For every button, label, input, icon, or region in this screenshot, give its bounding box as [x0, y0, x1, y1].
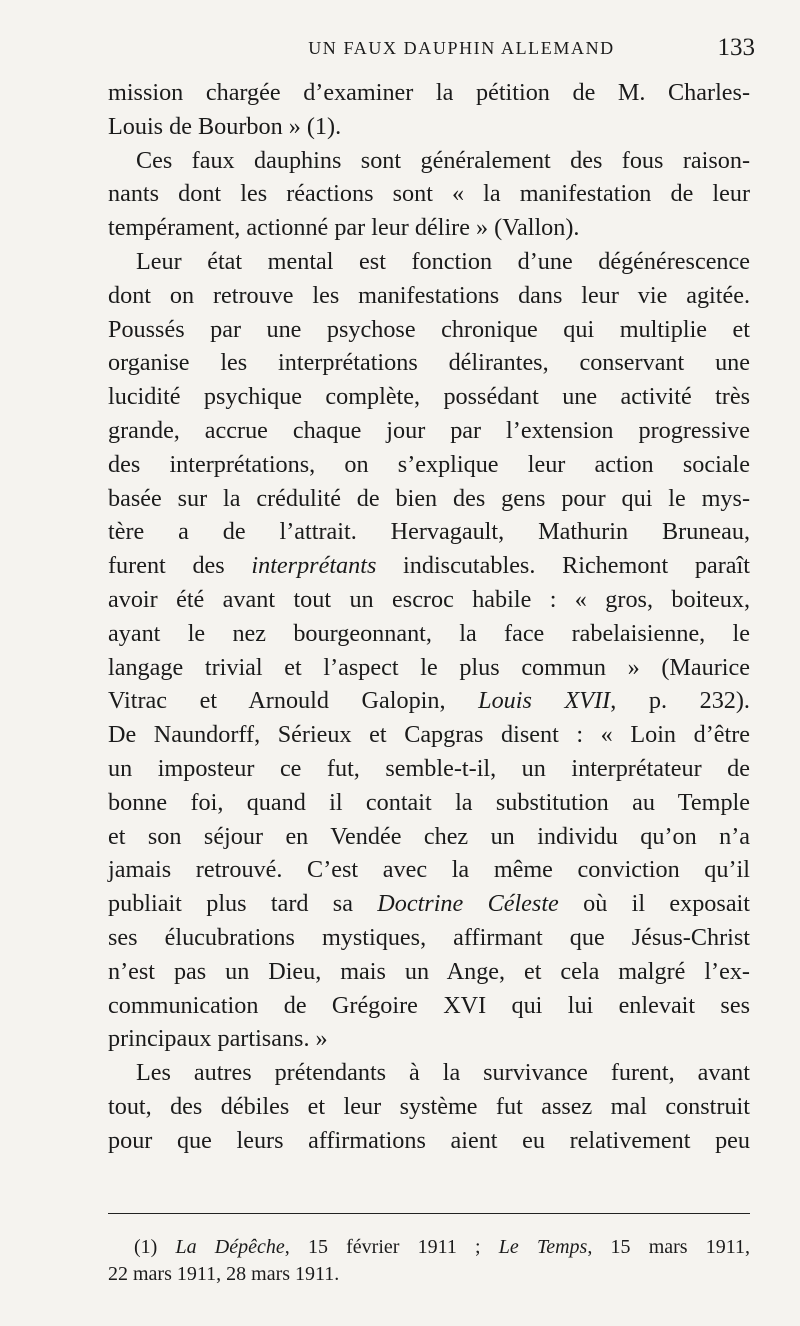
text-line: principaux partisans. »	[108, 1025, 328, 1053]
text-line: lucidité psychique complète, possédant une activité très	[108, 383, 750, 411]
text-line: avoir été avant tout un escroc habile : « gros, boiteux,	[108, 585, 750, 613]
footnote	[108, 1234, 750, 1288]
text-span: publiait plus tard sa	[108, 890, 378, 918]
text-line: n’est pas un Dieu, mais un Ange, et cela malgré l’ex-	[108, 957, 750, 985]
italic-title: Doctrine Céleste	[377, 890, 559, 918]
text-line: des interprétations, on s’explique leur action sociale	[108, 450, 750, 478]
italic-title: Louis XVII	[478, 687, 611, 715]
text-line: un imposteur ce fut, semble-t-il, un interprétateur de	[108, 754, 750, 782]
text-line: langage trivial et l’aspect le plus commun » (Maurice	[108, 653, 750, 681]
page-number: 133	[717, 34, 755, 61]
footnote-line	[108, 1234, 750, 1261]
running-title: UN FAUX DAUPHIN ALLEMAND	[308, 38, 615, 58]
text-line: bonne foi, quand il contait la substitution au Temple	[108, 788, 750, 816]
text-line: tère a de l’attrait. Hervagault, Mathurin Bruneau,	[108, 518, 750, 546]
text-line: mission chargée d’examiner la pétition de M. Charles-	[108, 79, 750, 106]
text-line: organise les interprétations délirantes, conservant une	[108, 349, 750, 377]
text-line: ses élucubrations mystiques, affirmant que Jésus-Christ	[108, 923, 750, 951]
text-line	[108, 549, 750, 583]
text-span: furent des	[108, 552, 252, 580]
text-line: grande, accrue chaque jour par l’extension progressive	[108, 416, 750, 444]
italic-title: La Dépêche	[175, 1236, 285, 1258]
text-line: nants dont les réactions sont « la manifestation de leur	[108, 180, 750, 208]
italic-title: Le Temps	[498, 1236, 588, 1258]
text-line: De Naundorff, Sérieux et Capgras disent : « Loin d’être	[108, 721, 750, 749]
text-span: , p. 232).	[610, 687, 750, 715]
body-text	[108, 76, 750, 1158]
text-line: pour que leurs affirmations aient eu relativement peu	[108, 1126, 750, 1154]
text-line: ayant le nez bourgeonnant, la face rabelaisienne, le	[108, 619, 750, 647]
text-span: indiscutables. Richemont paraît	[376, 552, 750, 580]
text-line: tout, des débiles et leur système fut assez mal construit	[108, 1092, 750, 1120]
text-line: tempérament, actionné par leur délire » (Vallon).	[108, 214, 580, 242]
text-line: Leur état mental est fonction d’une dégénérescence	[136, 247, 750, 275]
text-line: dont on retrouve les manifestations dans leur vie agitée.	[108, 281, 750, 309]
text-span: , 15 février 1911 ;	[284, 1236, 499, 1258]
text-line: communication de Grégoire XVI qui lui enlevait ses	[108, 991, 750, 1019]
italic-term: interprétants	[251, 552, 377, 580]
text-span: , 15 mars 1911,	[587, 1236, 751, 1258]
text-line: et son séjour en Vendée chez un individu qu’on n’a	[108, 822, 750, 850]
text-line: jamais retrouvé. C’est avec la même conviction qu’il	[108, 856, 750, 884]
page-header	[108, 34, 755, 68]
text-line: Les autres prétendants à la survivance furent, avant	[136, 1059, 750, 1087]
text-span: Vitrac et Arnould Galopin,	[108, 687, 479, 715]
text-span: (1)	[134, 1236, 176, 1258]
footnote-divider	[108, 1213, 750, 1214]
text-line: Poussés par une psychose chronique qui multiplie et	[108, 315, 750, 343]
text-line: basée sur la crédulité de bien des gens pour qui le mys-	[108, 484, 750, 512]
text-line	[108, 887, 750, 921]
text-span: où il exposait	[558, 890, 750, 918]
text-line	[108, 684, 750, 718]
text-line: Ces faux dauphins sont généralement des fous raison-	[136, 146, 750, 174]
text-line: Louis de Bourbon » (1).	[108, 112, 342, 140]
footnote-line: 22 mars 1911, 28 mars 1911.	[108, 1263, 340, 1285]
